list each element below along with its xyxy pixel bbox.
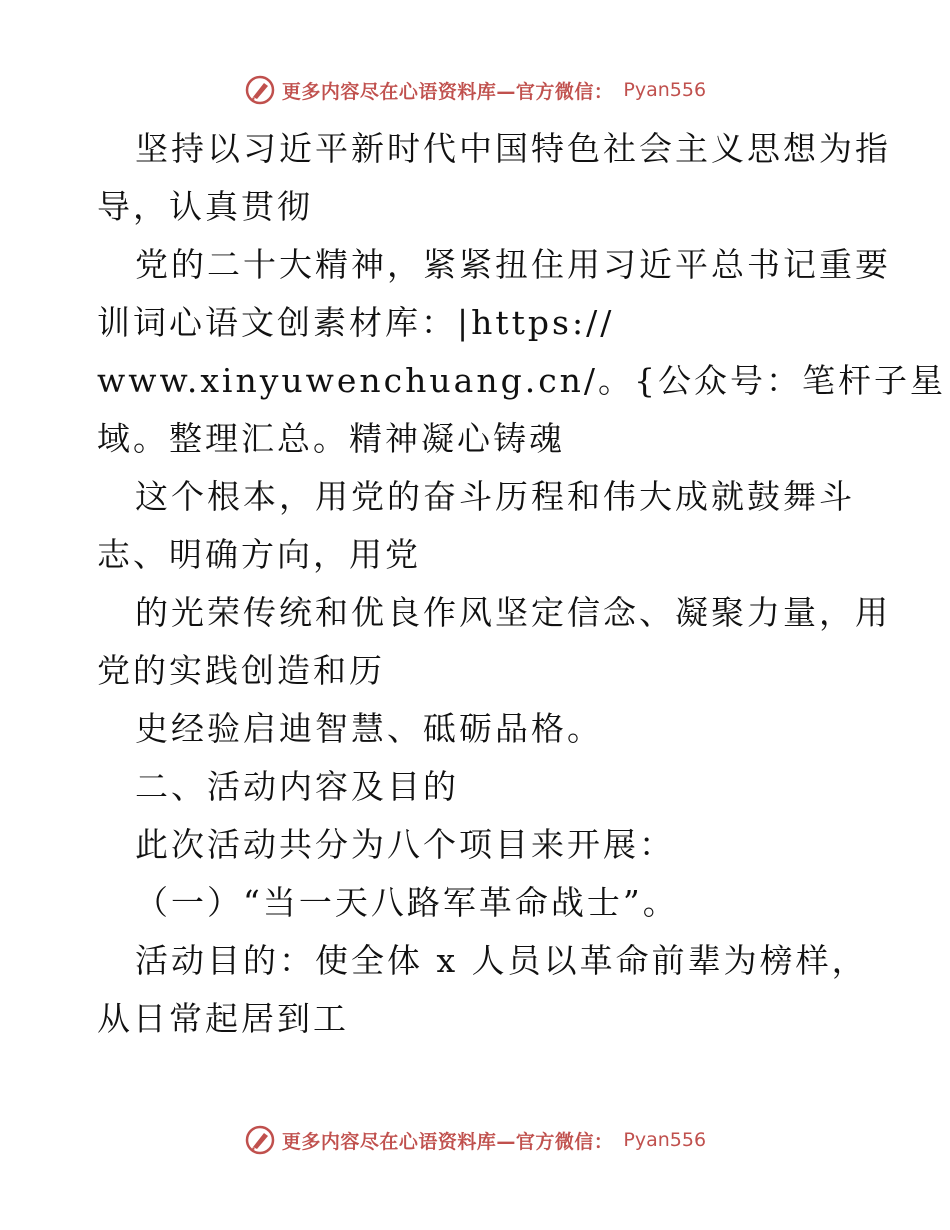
text-line: 训词心语文创素材库：|https:// [97,303,615,342]
watermark-text: 更多内容尽在心语资料库—官方微信： [281,80,614,103]
subsection-heading: （一）“当一天八路军革命战士”。 [135,883,679,922]
text-line: 从日常起居到工 [97,999,349,1038]
header-watermark [0,70,950,110]
text-line: 此次活动共分为八个项目来开展： [135,825,675,864]
watermark-contact: Pyan556 [623,79,707,101]
document-body [97,120,947,1048]
pen-logo-icon [244,74,276,106]
text-line: 导，认真贯彻 [97,187,313,226]
section-heading: 二、活动内容及目的 [135,767,459,806]
text-line: 坚持以习近平新时代中国特色社会主义思想为指 [135,129,891,168]
footer-watermark [0,1120,950,1160]
text-line: 党的二十大精神，紧紧扭住用习近平总书记重要 [135,245,891,284]
text-line: 的光荣传统和优良作风坚定信念、凝聚力量，用 [135,593,891,632]
text-line: 史经验启迪智慧、砥砺品格。 [135,709,603,748]
watermark-text: 更多内容尽在心语资料库—官方微信： [281,1130,614,1153]
text-line: 域。整理汇总。精神凝心铸魂 [97,419,565,458]
watermark-contact: Pyan556 [623,1129,707,1151]
text-line: 这个根本，用党的奋斗历程和伟大成就鼓舞斗 [135,477,855,516]
text-line: 活动目的：使全体 x 人员以革命前辈为榜样， [135,941,868,980]
text-line: www.xinyuwenchuang.cn/。{公众号：笔杆子星 [97,361,947,400]
text-line: 党的实践创造和历 [97,651,385,690]
text-line: 志、明确方向，用党 [97,535,421,574]
pen-logo-icon [244,1124,276,1156]
